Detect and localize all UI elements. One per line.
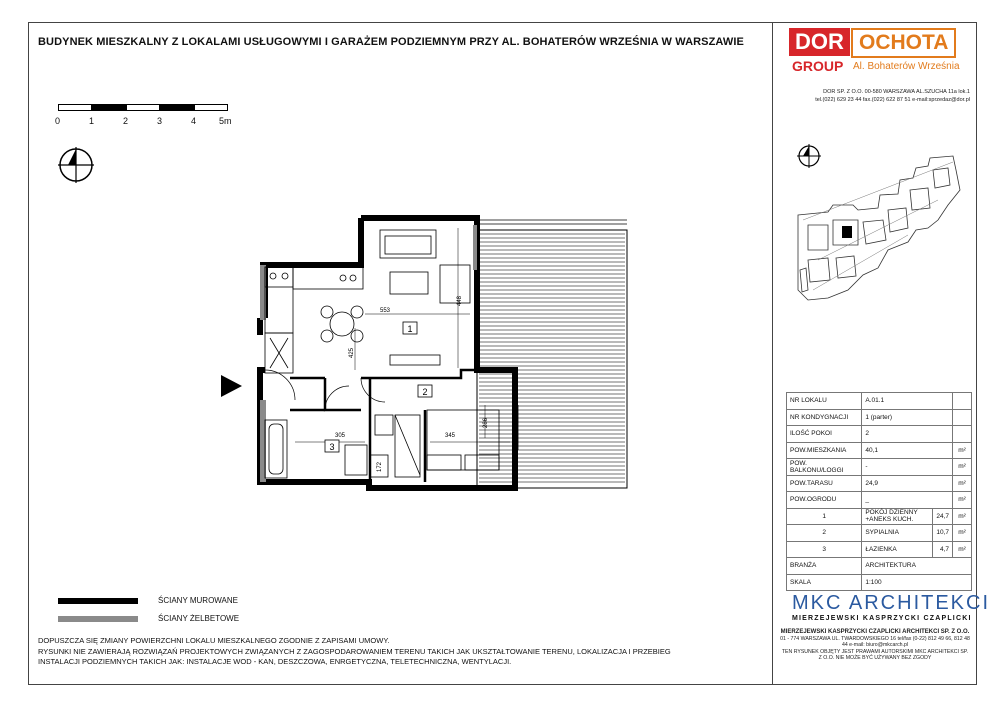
company-info [780, 89, 970, 104]
scale-label: 1 [89, 116, 95, 126]
room-number-1: 1 [407, 324, 413, 334]
scale-label: 3 [157, 116, 163, 126]
scale-bar [58, 104, 228, 111]
spec-row [787, 409, 972, 426]
logo-ochota: OCHOTA [851, 28, 956, 58]
spec-value: - [862, 459, 953, 476]
dimension-label: 553 [380, 308, 391, 314]
logo-group: GROUP [792, 58, 844, 74]
spec-unit [953, 393, 972, 410]
spec-row [787, 442, 972, 459]
scale-label: 5m [219, 116, 232, 126]
scale-label: 0 [55, 116, 61, 126]
spec-label: POW.OGRODU [787, 492, 862, 509]
spec-value: _ [862, 492, 953, 509]
branza-value: ARCHITEKTURA [862, 558, 972, 575]
spec-row [787, 475, 972, 492]
notes [38, 636, 758, 668]
room-area: 4,7 [933, 541, 953, 558]
scale-segment [160, 104, 194, 111]
room-number-2: 2 [422, 387, 428, 397]
scale-label: 2 [123, 116, 129, 126]
logo-dor: DOR [789, 28, 850, 56]
spec-unit: m² [953, 459, 972, 476]
spec-row [787, 492, 972, 509]
dimension-label: 286 [483, 417, 489, 428]
floor-plan [215, 210, 635, 495]
spec-value: 40,1 [862, 442, 953, 459]
dimension-label: 345 [445, 433, 456, 439]
scale-segment [58, 104, 92, 111]
dimension-label: 305 [335, 433, 346, 439]
spec-row [787, 426, 972, 443]
dining-table [321, 306, 363, 342]
spec-label: POW.TARASU [787, 475, 862, 492]
room-number: 1 [787, 508, 862, 525]
note-line: INSTALACJI PODZIEMNYCH TAKICH JAK: INSTALACJE WOD - KAN, DESZCZOWA, ENRGETYCZNA, TELETECHNICZNA, WENTYLACJI. [38, 657, 512, 666]
architect-logo: MKC ARCHITEKCI [792, 592, 991, 614]
room-number-3: 3 [329, 442, 335, 452]
project-title: BUDYNEK MIESZKALNY Z LOKALAMI USŁUGOWYMI I GARAŻEM PODZIEMNYM PRZY AL. BOHATERÓW WRZEŚNIA W WARSZAWIE [38, 36, 744, 48]
branza-label: BRANŻA [787, 558, 862, 575]
spec-label: POW. BALKONU/LOGGI [787, 459, 862, 476]
terrace [477, 230, 627, 488]
logo-subtitle: Al. Bohaterów Września [853, 61, 960, 72]
skala-label: SKALA [787, 574, 862, 591]
room-name: SYPIALNIA [862, 525, 933, 542]
room-unit: m² [953, 508, 972, 525]
scale-label: 4 [191, 116, 197, 126]
room-name: ŁAZIENKA [862, 541, 933, 558]
architect-address: 01 - 774 WARSZAWA UL. TWARDOWSKIEGO 16 tel/fax (0-22) 812 49 66, 812 48 44 e-mail: biuro@mkcarch.pl [780, 635, 970, 649]
architect-copyright: TEN RYSUNEK OBJĘTY JEST PRAWAMI AUTORSKIMI MKC ARCHITEKCI SP. Z O.O. NIE MOŻE BYĆ UŻYWANY BEZ ZGODY [781, 648, 969, 662]
spec-unit [953, 409, 972, 426]
spec-value: A.01.1 [862, 393, 953, 410]
spec-value: 1 (parter) [862, 409, 953, 426]
architect-info [780, 629, 970, 662]
company-line-2: tel.(022) 629 23 44 fax.(022) 622 87 51 e-mail:sprzedaz@dor.pl [815, 96, 970, 103]
architect-name: MIERZEJEWSKI KASPRZYCKI CZAPLICKI ARCHITEKCI SP. Z O.O. [780, 629, 970, 635]
room-number: 2 [787, 525, 862, 542]
legend-concrete-swatch [58, 616, 138, 622]
spec-unit: m² [953, 475, 972, 492]
spec-label: NR KONDYGNACJI [787, 409, 862, 426]
skala-value: 1:100 [862, 574, 972, 591]
room-row [787, 525, 972, 542]
legend-concrete-label: ŚCIANY ŻELBETOWE [158, 614, 240, 623]
highlighted-unit [842, 226, 852, 238]
scale-segment [92, 104, 126, 111]
spec-unit: m² [953, 442, 972, 459]
spec-value: 2 [862, 426, 953, 443]
architect-logo-subtitle: MIERZEJEWSKI KASPRZYCKI CZAPLICKI [792, 615, 972, 622]
entrance-arrow-icon [221, 375, 242, 397]
spec-label: ILOŚĆ POKOI [787, 426, 862, 443]
title-block-divider [772, 22, 773, 685]
skala-row [787, 574, 972, 591]
spec-row [787, 459, 972, 476]
room-area: 24,7 [933, 508, 953, 525]
room-row [787, 541, 972, 558]
spec-unit [953, 426, 972, 443]
dimension-label: 448 [457, 295, 463, 306]
site-key-plan [788, 150, 970, 310]
room-unit: m² [953, 541, 972, 558]
company-line-1: DOR SP. Z O.O. 00-580 WARSZAWA AL.SZUCHA 11a lok.1 [823, 89, 970, 95]
room-unit: m² [953, 525, 972, 542]
dimension-label: 172 [377, 461, 383, 472]
scale-segment [126, 104, 160, 111]
room-number: 3 [787, 541, 862, 558]
branza-row [787, 558, 972, 575]
spec-label: NR LOKALU [787, 393, 862, 410]
scale-segment [194, 104, 228, 111]
unit-spec-table [786, 392, 972, 591]
note-line: RYSUNKI NIE ZAWIERAJĄ ROZWIĄZAŃ PROJEKTOWYCH ZWIĄZANYCH Z ZAGOSPODAROWANIEM TERENU TAKICH JAK UKSZTAŁTOWANIE TERENU, LOKALIZACJA I PRZEBIEG [38, 646, 671, 656]
spec-value: 24,9 [862, 475, 953, 492]
dimension-label: 425 [349, 347, 355, 358]
legend-masonry-swatch [58, 598, 138, 604]
spec-label: POW.MIESZKANIA [787, 442, 862, 459]
legend-masonry-label: ŚCIANY MUROWANE [158, 596, 239, 605]
room-row [787, 508, 972, 525]
spec-row [787, 393, 972, 410]
note-line: DOPUSZCZA SIĘ ZMIANY POWIERZCHNI LOKALU MIESZKALNEGO ZGODNIE Z ZAPISAMI UMOWY. [38, 636, 390, 645]
spec-unit: m² [953, 492, 972, 509]
room-area: 10,7 [933, 525, 953, 542]
room-name: POKÓJ DZIENNY +ANEKS KUCH. [862, 508, 933, 525]
north-arrow-icon [56, 145, 96, 185]
